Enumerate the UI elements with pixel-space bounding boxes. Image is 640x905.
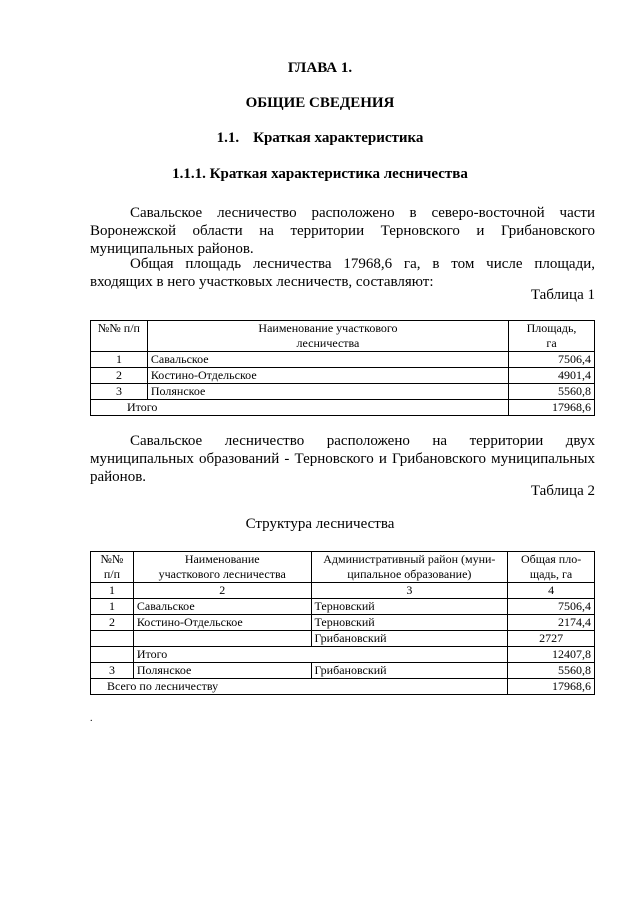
footer-mark: .: [90, 713, 93, 724]
row-name: Полянское: [133, 663, 311, 679]
total-area: 17968,6: [509, 400, 595, 416]
subtotal-area: 12407,8: [508, 647, 595, 663]
table-subtotal-row: [91, 647, 595, 663]
total-label: Итого: [91, 400, 509, 416]
header-name-line1: Наименование: [184, 552, 260, 566]
row-name: [133, 631, 311, 647]
header-area-line1: Общая пло-: [520, 552, 582, 566]
colnum-cell: 1: [91, 583, 134, 599]
header-area: [509, 321, 595, 352]
table-total-row: [91, 400, 595, 416]
row-num: 1: [91, 352, 148, 368]
row-name: Костино-Отдельское: [147, 368, 508, 384]
table-row: [91, 352, 595, 368]
row-area: 5560,8: [509, 384, 595, 400]
row-num: 2: [91, 615, 134, 631]
header-name-line2: лесничества: [296, 336, 360, 350]
colnum-cell: 4: [508, 583, 595, 599]
subtotal-label: Итого: [133, 647, 507, 663]
header-area-line1: Площадь,: [526, 321, 577, 335]
row-area: 5560,8: [508, 663, 595, 679]
total-label: Всего по лесничеству: [91, 679, 508, 695]
row-district: Терновский: [311, 599, 508, 615]
colnum-cell: 2: [133, 583, 311, 599]
subsection-number: 1.1.: [216, 130, 240, 146]
row-num: [91, 647, 134, 663]
chapter-heading: ГЛАВА 1.: [287, 60, 353, 76]
row-num: 2: [91, 368, 148, 384]
header-area-line2: щадь, га: [529, 567, 573, 581]
header-district-line1: Административный район (муни-: [323, 552, 496, 566]
table-total-row: [91, 679, 595, 695]
colnum-cell: 3: [311, 583, 508, 599]
table-row: [91, 599, 595, 615]
header-district-line2: ципальное образование): [347, 567, 472, 581]
header-num-line1: №№: [100, 552, 124, 566]
subsection-title: Краткая характеристика: [253, 130, 424, 146]
row-district: Грибановский: [311, 663, 508, 679]
row-area: 4901,4: [509, 368, 595, 384]
row-name: Костино-Отдельское: [133, 615, 311, 631]
subsection-heading: [0, 130, 640, 147]
row-district: Грибановский: [311, 631, 508, 647]
subsubsection-heading: 1.1.1. Краткая характеристика лесничества: [172, 166, 468, 182]
row-num: 3: [91, 384, 148, 400]
total-area: 17968,6: [508, 679, 595, 695]
row-num: [91, 631, 134, 647]
paragraph-area: Общая площадь лесничества 17968,6 га, в том числе площади, входящих в него участковых лесничеств, составляют:: [90, 256, 595, 290]
row-num: 1: [91, 599, 134, 615]
header-num-line2: п/п: [103, 567, 121, 581]
header-area: [508, 552, 595, 583]
paragraph-municipalities: Савальское лесничество расположено на территории двух муниципальных образований - Терновского и Грибановского муниципальных районов.: [90, 433, 595, 485]
paragraph-location: Савальское лесничество расположено в северо-восточной части Воронежской области на территории Терновского и Грибановского муниципальных районов.: [90, 205, 595, 257]
table-row: [91, 631, 595, 647]
table-structure: [90, 551, 595, 695]
header-district: [311, 552, 508, 583]
table-header-row: [91, 552, 595, 583]
row-area: 2727: [508, 631, 595, 647]
header-num: №№ п/п: [91, 321, 148, 352]
header-area-line2: га: [546, 336, 557, 350]
header-num: [91, 552, 134, 583]
table-row: [91, 663, 595, 679]
row-name: Полянское: [147, 384, 508, 400]
header-name: [147, 321, 508, 352]
row-name: Савальское: [133, 599, 311, 615]
header-name: [133, 552, 311, 583]
table1-caption: Таблица 1: [530, 287, 595, 303]
row-district: Терновский: [311, 615, 508, 631]
row-area: 7506,4: [508, 599, 595, 615]
section-heading: ОБЩИЕ СВЕДЕНИЯ: [245, 95, 395, 111]
table2-title: Структура лесничества: [245, 516, 395, 532]
row-name: Савальское: [147, 352, 508, 368]
table-colnum-row: [91, 583, 595, 599]
table-header-row: [91, 321, 595, 352]
header-name-line2: участкового лесничества: [158, 567, 286, 581]
table2-caption: Таблица 2: [530, 483, 595, 499]
table-district-areas: [90, 320, 595, 416]
row-area: 7506,4: [509, 352, 595, 368]
table-row: [91, 615, 595, 631]
row-num: 3: [91, 663, 134, 679]
table-row: [91, 384, 595, 400]
table-row: [91, 368, 595, 384]
header-name-line1: Наименование участкового: [258, 321, 398, 335]
row-area: 2174,4: [508, 615, 595, 631]
